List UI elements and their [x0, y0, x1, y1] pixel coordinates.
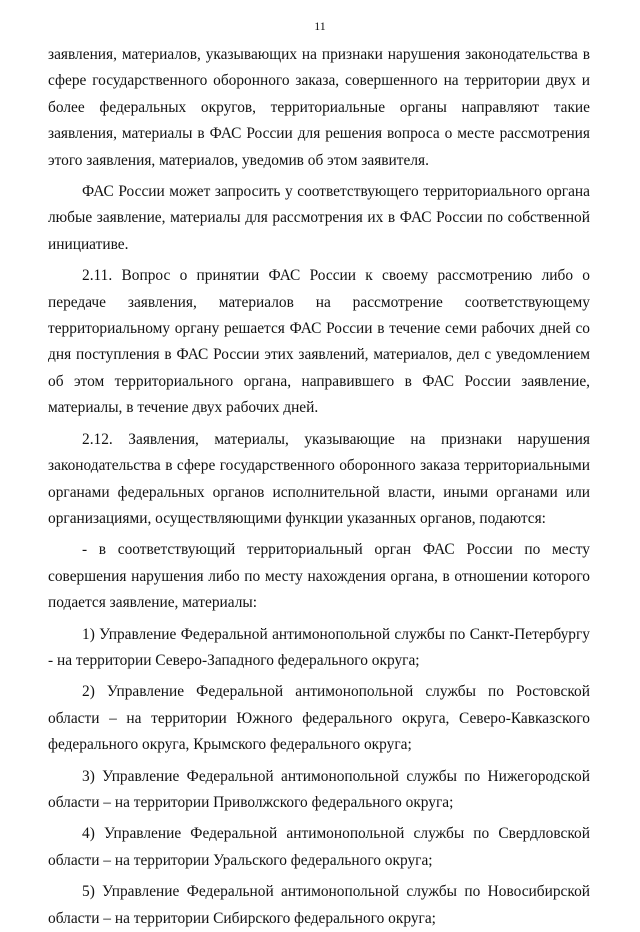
document-body [48, 42, 590, 932]
text-line: заявления, материалов, указывающих на признаки нарушения законодательства в [48, 46, 590, 63]
text-line: области – на территории Южного федерального округа, Северо-Кавказского [48, 709, 590, 727]
text-line: 2) Управление Федеральной антимонопольной службы по Ростовской [82, 683, 590, 701]
text-line: органами федеральных органов исполнительной власти, иными органами или [48, 483, 590, 501]
text-line: ФАС России может запросить у соответствующего территориального органа [82, 183, 590, 201]
list-item-4 [48, 821, 590, 874]
text-line: области – на территории Сибирского федерального округа; [48, 909, 436, 927]
text-line: передаче заявления, материалов на рассмотрение соответствующему [48, 293, 590, 311]
text-line: 1) Управление Федеральной антимонопольной службы по Санкт-Петербургу [82, 625, 590, 643]
paragraph-2-12 [48, 427, 590, 533]
text-line: заявления, материалы в ФАС России для решения вопроса о месте рассмотрения [48, 125, 590, 143]
text-line: 2.12. Заявления, материалы, указывающие на признаки нарушения [82, 430, 590, 448]
text-line: территориальному органу решается ФАС России в течение семи рабочих дней со [48, 320, 590, 338]
text-line: законодательства в сфере государственного оборонного заказа территориальными [48, 457, 590, 475]
text-line: области – на территории Уральского федерального округа; [48, 851, 433, 869]
text-line: совершения нарушения либо по месту нахождения органа, в отношении которого [48, 567, 590, 585]
list-item-3 [48, 764, 590, 817]
text-line: сфере государственного оборонного заказа, совершенного на территории двух и [48, 72, 590, 90]
paragraph [48, 42, 590, 174]
text-line: материалы, в течение двух рабочих дней. [48, 399, 319, 417]
text-line: более федеральных округов, территориальные органы направляют такие [48, 98, 590, 116]
text-line: 5) Управление Федеральной антимонопольной службы по Новосибирской [82, 883, 590, 901]
text-line: - в соответствующий территориальный орган ФАС России по месту [82, 541, 590, 559]
list-item-dash [48, 537, 590, 616]
text-line: организациями, осуществляющими функции указанных органов, подаются: [48, 509, 546, 527]
paragraph [48, 179, 590, 258]
list-item-2 [48, 679, 590, 758]
text-line: 2.11. Вопрос о принятии ФАС России к своему рассмотрению либо о [82, 267, 590, 285]
text-line: федерального округа, Крымского федерального округа; [48, 736, 412, 754]
paragraph-2-11 [48, 263, 590, 421]
text-line: дня поступления в ФАС России этих заявлений, материалов, дел с уведомлением [48, 346, 590, 364]
text-line: 4) Управление Федеральной антимонопольной службы по Свердловской [82, 825, 590, 843]
text-line: об этом территориального органа, направившего в ФАС России заявление, [48, 372, 590, 390]
text-line: этого заявления, материалов, уведомив об этом заявителя. [48, 151, 429, 169]
list-item-5 [48, 879, 590, 932]
list-item-1 [48, 622, 590, 675]
page-number: 11 [314, 19, 326, 33]
text-line: инициативе. [48, 235, 129, 253]
text-line: - на территории Северо-Западного федерального округа; [48, 651, 420, 669]
text-line: подается заявление, материалы: [48, 594, 258, 612]
text-line: любые заявление, материалы для рассмотрения их в ФАС России по собственной [48, 209, 590, 227]
text-line: области – на территории Приволжского федерального округа; [48, 793, 454, 811]
text-line: 3) Управление Федеральной антимонопольной службы по Нижегородской [82, 767, 590, 785]
